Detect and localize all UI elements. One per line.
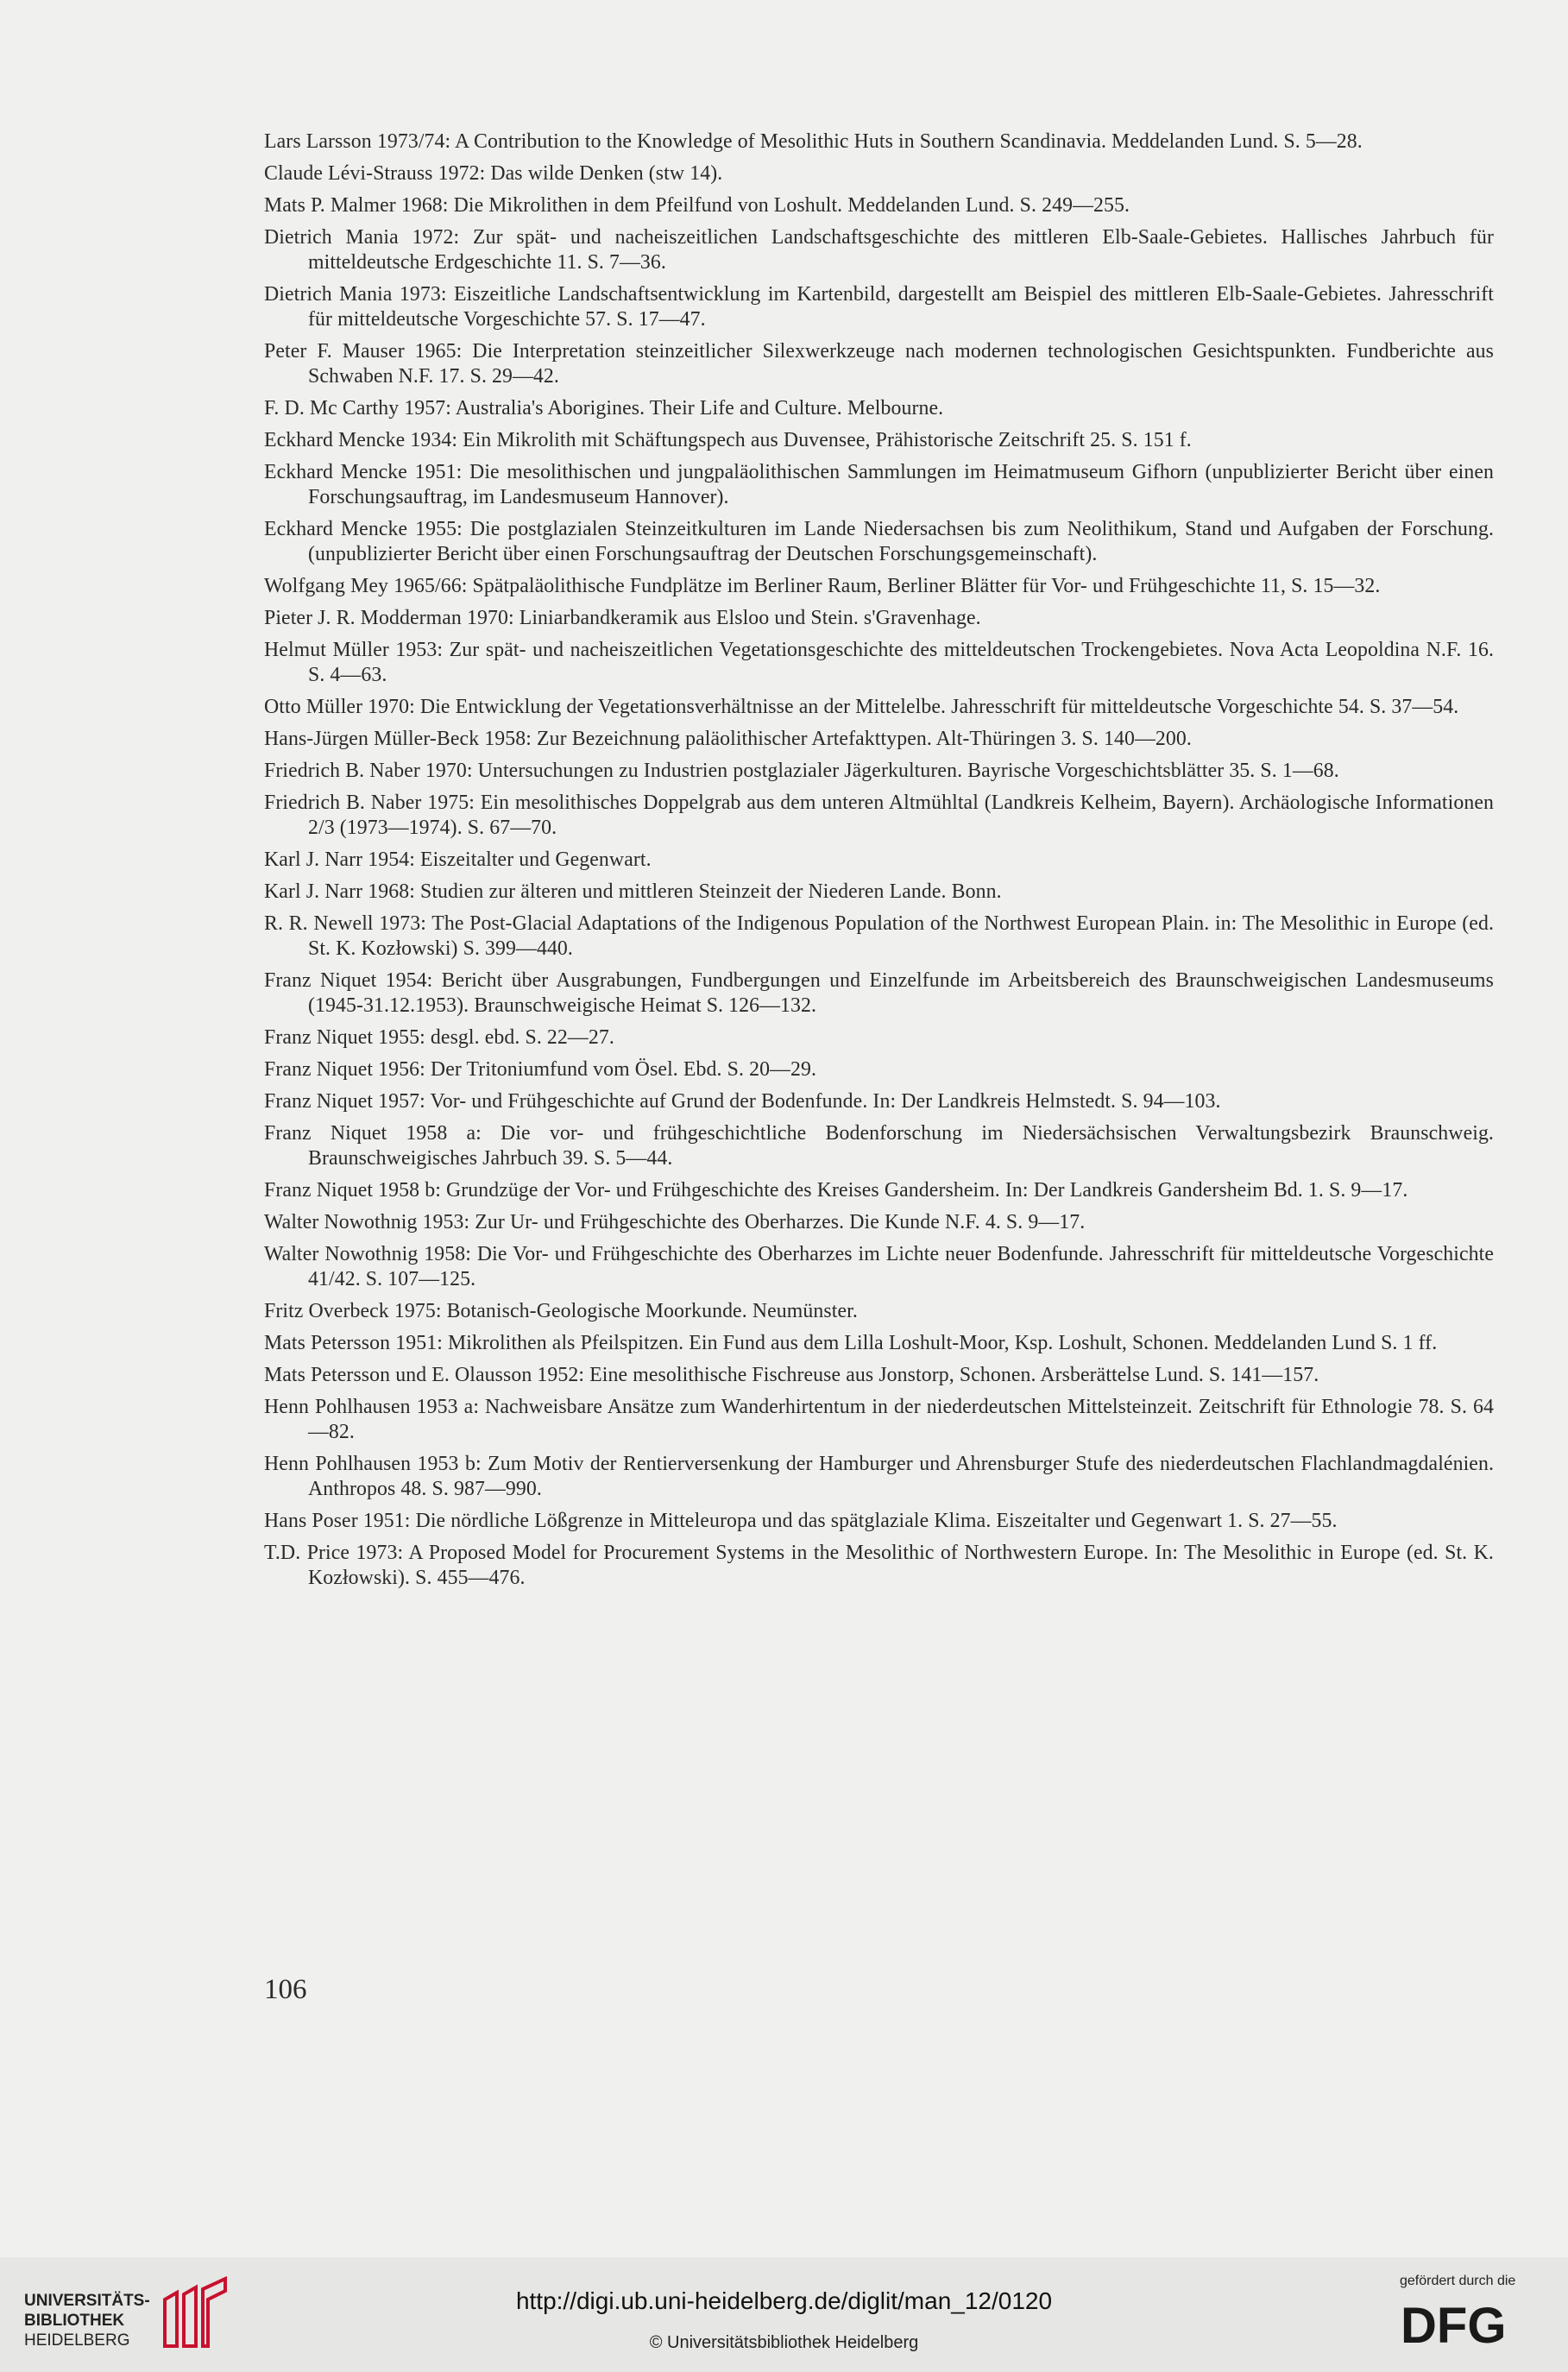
reference-entry: Karl J. Narr 1954: Eiszeitalter und Gegenwart. <box>264 848 652 871</box>
reference-entry: Dietrich Mania 1972: Zur spät- und nacheiszeitlichen Landschaftsgeschichte des mittleren Elb-Saale-Gebietes. Hallisches Jahrbuch für mitteldeutsche Erdgeschichte 11. S. 7—36. <box>264 226 1494 274</box>
reference-entry: Hans-Jürgen Müller-Beck 1958: Zur Bezeichnung paläolithischer Artefakttypen. Alt-Thüringen 3. S. 140—200. <box>264 728 1192 750</box>
reference-entry: Dietrich Mania 1973: Eiszeitliche Landschaftsentwicklung im Kartenbild, dargestellt am Beispiel des mittleren Elb-Saale-Gebietes. Jahresschrift für mitteldeutsche Vorgeschichte 57. S. 17—47. <box>264 283 1494 331</box>
copyright-notice: © Universitätsbibliothek Heidelberg <box>649 2333 919 2352</box>
reference-entry: Karl J. Narr 1968: Studien zur älteren und mittleren Steinzeit der Niederen Lande. Bonn. <box>264 880 1002 903</box>
reference-entry: Lars Larsson 1973/74: A Contribution to the Knowledge of Mesolithic Huts in Southern Scandinavia. Meddelanden Lund. S. 5—28. <box>264 130 1363 153</box>
reference-entry: Mats Petersson und E. Olausson 1952: Eine mesolithische Fischreuse aus Jonstorp, Schonen. Arsberättelse Lund. S. 141—157. <box>264 1364 1319 1386</box>
reference-entry: Franz Niquet 1957: Vor- und Frühgeschichte auf Grund der Bodenfunde. In: Der Landkreis Helmstedt. S. 94—103. <box>264 1090 1221 1113</box>
reference-entry: Henn Pohlhausen 1953 a: Nachweisbare Ansätze zum Wanderhirtentum in der niederdeutschen Mittelsteinzeit. Zeitschrift für Ethnologie 78. S. 64—82. <box>264 1396 1494 1443</box>
reference-entry: Franz Niquet 1955: desgl. ebd. S. 22—27. <box>264 1026 614 1049</box>
reference-entry: Friedrich B. Naber 1970: Untersuchungen zu Industrien postglazialer Jägerkulturen. Bayrische Vorgeschichtsblätter 35. S. 1—68. <box>264 760 1339 782</box>
reference-entry: Franz Niquet 1958 b: Grundzüge der Vor- und Frühgeschichte des Kreises Gandersheim. In: Der Landkreis Gandersheim Bd. 1. S. 9—17. <box>264 1179 1408 1202</box>
reference-entry: Otto Müller 1970: Die Entwicklung der Vegetationsverhältnisse an der Mittelelbe. Jahresschrift für mitteldeutsche Vorgeschichte 54. S. 37—54. <box>264 696 1459 718</box>
library-name-line: BIBLIOTHEK <box>24 2312 125 2330</box>
reference-entry: Mats P. Malmer 1968: Die Mikrolithen in dem Pfeilfund von Loshult. Meddelanden Lund. S. 249—255. <box>264 194 1130 217</box>
reference-entry: Peter F. Mauser 1965: Die Interpretation steinzeitlicher Silexwerkzeuge nach modernen technologischen Gesichtspunkten. Fundberichte aus Schwaben N.F. 17. S. 29—42. <box>264 340 1494 388</box>
reference-entry: Walter Nowothnig 1958: Die Vor- und Frühgeschichte des Oberharzes im Lichte neuer Bodenfunde. Jahresschrift für mitteldeutsche Vorgeschichte 41/42. S. 107—125. <box>264 1243 1494 1290</box>
library-name-line: UNIVERSITÄTS- <box>24 2292 150 2310</box>
reference-entry: Franz Niquet 1954: Bericht über Ausgrabungen, Fundbergungen und Einzelfunde im Arbeitsbereich des Braunschweigischen Landesmuseums (1945-31.12.1953). Braunschweigische Heimat S. 126—132. <box>264 969 1494 1017</box>
funded-by-label: gefördert durch die <box>1400 2274 1516 2288</box>
reference-entry: Eckhard Mencke 1934: Ein Mikrolith mit Schäftungspech aus Duvensee, Prähistorische Zeitschrift 25. S. 151 f. <box>264 429 1192 451</box>
reference-entry: Mats Petersson 1951: Mikrolithen als Pfeilspitzen. Ein Fund aus dem Lilla Loshult-Moor, Ksp. Loshult, Schonen. Meddelanden Lund S. 1 ff. <box>264 1332 1438 1354</box>
reference-entry: Henn Pohlhausen 1953 b: Zum Motiv der Rentierversenkung der Hamburger und Ahrensburger Stufe des niederdeutschen Flachlandmagdalénien. Anthropos 48. S. 987—990. <box>264 1453 1494 1500</box>
page-number: 106 <box>264 1974 307 2005</box>
reference-entry: Eckhard Mencke 1951: Die mesolithischen und jungpaläolithischen Sammlungen im Heimatmuseum Gifhorn (unpublizierter Bericht über einen Forschungsauftrag, im Landesmuseum Hannover). <box>264 461 1494 508</box>
dfg-logo-icon <box>1395 2299 1542 2348</box>
reference-entry: Franz Niquet 1958 a: Die vor- und frühgeschichtliche Bodenforschung im Niedersächsischen Verwaltungsbezirk Braunschweig. Braunschweigisches Jahrbuch 39. S. 5—44. <box>264 1122 1494 1170</box>
permalink-url[interactable]: http://digi.ub.uni-heidelberg.de/diglit/man_12/0120 <box>515 2287 1053 2314</box>
reference-entry: Helmut Müller 1953: Zur spät- und nacheiszeitlichen Vegetationsgeschichte des mitteldeutschen Trockengebietes. Nova Acta Leopoldina N.F. 16. S. 4—63. <box>264 639 1494 686</box>
bibliography-list <box>264 129 1494 1598</box>
reference-entry: T.D. Price 1973: A Proposed Model for Procurement Systems in the Mesolithic of Northwestern Europe. In: The Mesolithic in Europe (ed. St. K. Kozłowski). S. 455—476. <box>264 1542 1494 1589</box>
library-city: HEIDELBERG <box>24 2331 130 2350</box>
reference-entry: Franz Niquet 1956: Der Tritoniumfund vom Ösel. Ebd. S. 20—29. <box>264 1058 817 1081</box>
reference-entry: Fritz Overbeck 1975: Botanisch-Geologische Moorkunde. Neumünster. <box>264 1300 858 1322</box>
reference-entry: Hans Poser 1951: Die nördliche Lößgrenze in Mitteleuropa und das spätglaziale Klima. Eiszeitalter und Gegenwart 1. S. 27—55. <box>264 1510 1338 1532</box>
svg-text:DFG: DFG <box>1401 2299 1507 2348</box>
reference-entry: Wolfgang Mey 1965/66: Spätpaläolithische Fundplätze im Berliner Raum, Berliner Blätter für Vor- und Frühgeschichte 11, S. 15—32. <box>264 575 1381 597</box>
reference-entry: Friedrich B. Naber 1975: Ein mesolithisches Doppelgrab aus dem unteren Altmühltal (Landkreis Kelheim, Bayern). Archäologische Informationen 2/3 (1973—1974). S. 67—70. <box>264 792 1494 839</box>
reference-entry: Pieter J. R. Modderman 1970: Liniarbandkeramik aus Elsloo und Stein. s'Gravenhage. <box>264 607 981 629</box>
reference-entry: Walter Nowothnig 1953: Zur Ur- und Frühgeschichte des Oberharzes. Die Kunde N.F. 4. S. 9—17. <box>264 1211 1086 1233</box>
reference-entry: Eckhard Mencke 1955: Die postglazialen Steinzeitkulturen im Lande Niedersachsen bis zum Neolithikum, Stand und Aufgaben der Forschung. (unpublizierter Bericht über einen Forschungsauftrag der Deutschen Forschungsgemeinschaft). <box>264 518 1494 565</box>
reference-entry: R. R. Newell 1973: The Post-Glacial Adaptations of the Indigenous Population of the Northwest European Plain. in: The Mesolithic in Europe (ed. St. K. Kozłowski) S. 399—440. <box>264 912 1494 960</box>
reference-entry: F. D. Mc Carthy 1957: Australia's Aborigines. Their Life and Culture. Melbourne. <box>264 397 944 420</box>
reference-entry: Claude Lévi-Strauss 1972: Das wilde Denken (stw 14). <box>264 162 723 185</box>
